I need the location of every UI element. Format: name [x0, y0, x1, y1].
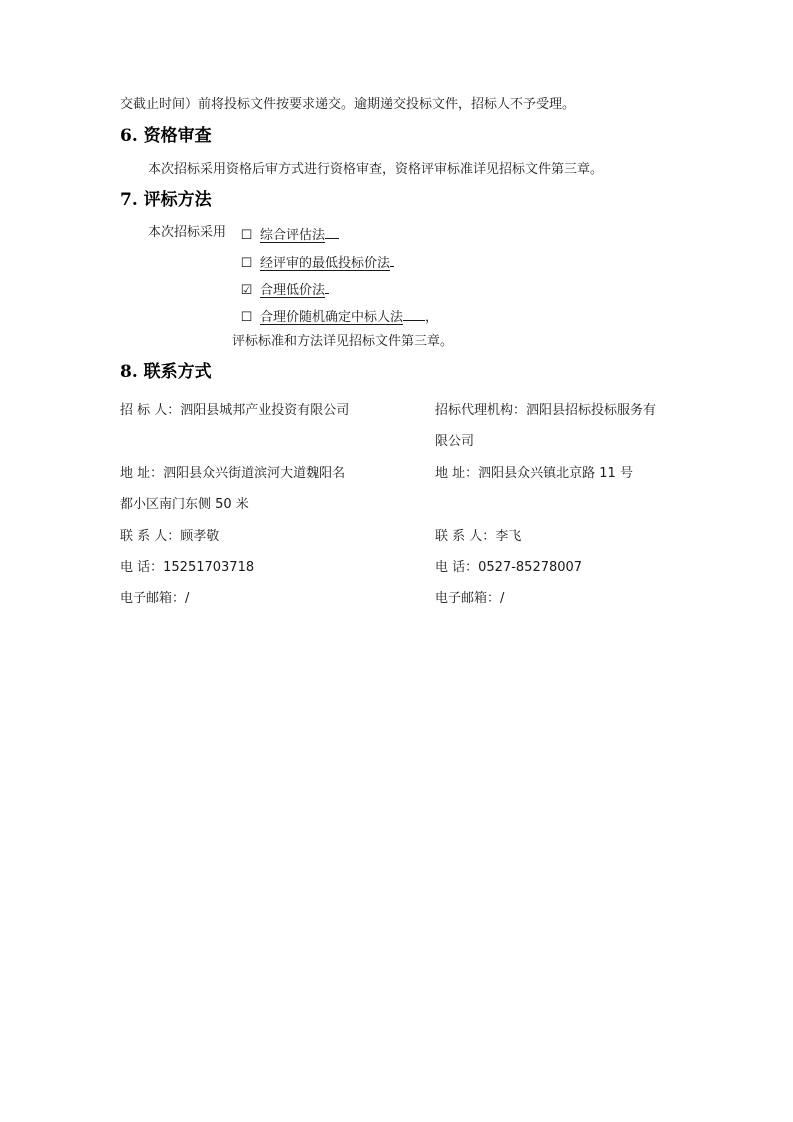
tenderer-contact: 联 系 人：顾孝敬 — [120, 529, 220, 544]
evaluation-option-reasonable-low-price — [240, 279, 329, 300]
section-8-heading: 8. 联系方式 — [120, 362, 212, 382]
section-7-heading: 7. 评标方法 — [120, 190, 212, 210]
underline-pad — [390, 252, 394, 267]
checkbox-checked-icon: ☑ — [240, 283, 253, 298]
tenderer-name: 招 标 人：泗阳县城邦产业投资有限公司 — [120, 403, 350, 418]
section-6-heading: 6. 资格审查 — [120, 126, 212, 146]
tenderer-email: 电子邮箱：/ — [120, 591, 190, 606]
evaluation-note: 评标标准和方法详见招标文件第三章。 — [232, 334, 454, 349]
tenderer-address-line2: 都小区南门东侧 50 米 — [120, 497, 249, 512]
option-trail: ， — [425, 310, 439, 325]
section-6-text: 本次招标采用资格后审方式进行资格审查，资格评审标准详见招标文件第三章。 — [148, 162, 604, 177]
option-label: 经评审的最低投标价法 — [260, 256, 391, 271]
evaluation-option-comprehensive — [240, 224, 339, 245]
underline-pad — [325, 279, 329, 294]
underline-pad — [403, 306, 425, 321]
agency-name-line1: 招标代理机构：泗阳县招标投标服务有 — [435, 403, 657, 418]
option-label: 综合评估法 — [260, 228, 326, 243]
tenderer-phone: 电 话：15251703718 — [120, 560, 255, 575]
checkbox-empty-icon: ☐ — [240, 256, 253, 271]
option-label: 合理低价法 — [260, 283, 326, 298]
checkbox-empty-icon: ☐ — [240, 228, 253, 243]
evaluation-lead-text: 本次招标采用 — [148, 225, 227, 240]
evaluation-option-lowest-price — [240, 252, 394, 273]
agency-address: 地 址：泗阳县众兴镇北京路 11 号 — [435, 466, 633, 481]
intro-paragraph-tail: 交截止时间）前将投标文件按要求递交。逾期递交投标文件，招标人不予受理。 — [120, 97, 576, 112]
agency-contact: 联 系 人：李飞 — [435, 529, 522, 544]
tenderer-address-line1: 地 址：泗阳县众兴街道滨河大道魏阳名 — [120, 466, 346, 481]
evaluation-option-random-selection — [240, 306, 438, 327]
agency-name-line2: 限公司 — [435, 434, 475, 449]
agency-phone: 电 话：0527-85278007 — [435, 560, 583, 575]
underline-pad — [325, 224, 339, 239]
agency-email: 电子邮箱：/ — [435, 591, 505, 606]
option-label: 合理价随机确定中标人法 — [260, 310, 404, 325]
checkbox-empty-icon: ☐ — [240, 310, 253, 325]
